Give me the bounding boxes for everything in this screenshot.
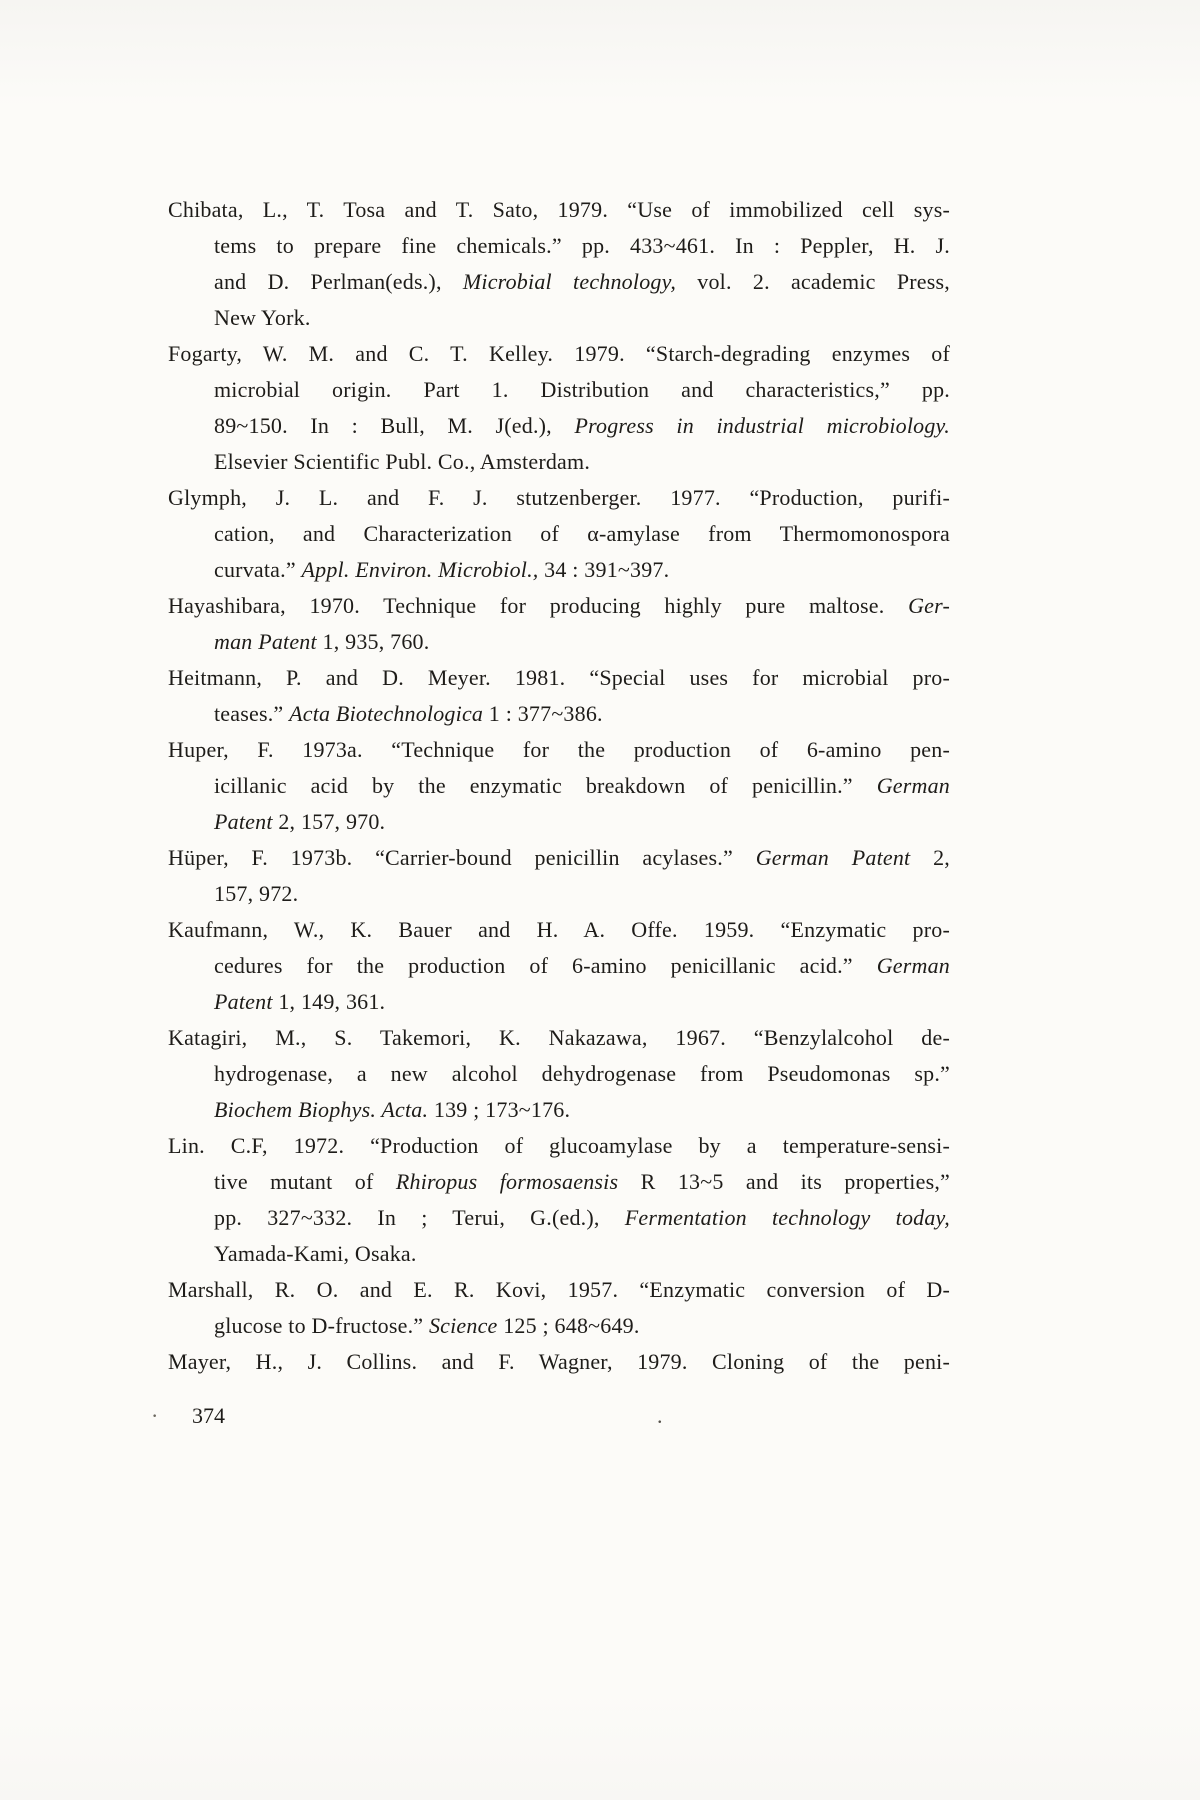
reference-text: Huper, F. 1973a. “Technique for the production of 6-amino pen- (168, 737, 950, 762)
reference-italic-text: Patent (214, 809, 273, 834)
reference-text: and D. Perlman(eds.), (214, 269, 463, 294)
reference-entry (168, 480, 950, 588)
reference-line (168, 588, 950, 624)
reference-text: 1, 149, 361. (272, 989, 386, 1014)
reference-entry (168, 192, 950, 336)
reference-line (168, 300, 950, 336)
reference-text: New York. (214, 305, 311, 330)
reference-italic-text: Fermentation technology today, (624, 1205, 951, 1230)
reference-line (168, 336, 950, 372)
reference-text: 2, 157, 970. (272, 809, 386, 834)
reference-line (168, 1092, 950, 1128)
reference-line (168, 1128, 950, 1164)
reference-line (168, 732, 950, 768)
reference-line (168, 1020, 950, 1056)
reference-line (168, 264, 950, 300)
reference-text: pp. 327~332. In ; Terui, G.(ed.), (214, 1205, 625, 1230)
reference-line (168, 192, 950, 228)
reference-line (168, 1056, 950, 1092)
reference-entry (168, 732, 950, 840)
reference-italic-text: German (876, 953, 950, 978)
reference-line (168, 480, 950, 516)
reference-line (168, 1272, 950, 1308)
reference-text: cedures for the production of 6-amino penicillanic acid.” (214, 953, 877, 978)
reference-text: Glymph, J. L. and F. J. stutzenberger. 1977. “Production, purifi- (168, 485, 950, 510)
reference-text: Yamada-Kami, Osaka. (214, 1241, 417, 1266)
reference-text: Hayashibara, 1970. Technique for producing highly pure maltose. (168, 593, 909, 618)
reference-list (168, 192, 950, 1380)
reference-text: Heitmann, P. and D. Meyer. 1981. “Special uses for microbial pro- (168, 665, 950, 690)
reference-line (168, 1344, 950, 1380)
reference-line (168, 768, 950, 804)
reference-line (168, 876, 950, 912)
reference-line (168, 408, 950, 444)
reference-entry (168, 588, 950, 660)
reference-line (168, 228, 950, 264)
reference-line (168, 624, 950, 660)
reference-line (168, 984, 950, 1020)
reference-text: 125 ; 648~649. (497, 1313, 640, 1338)
reference-line (168, 804, 950, 840)
reference-text: icillanic acid by the enzymatic breakdown of penicillin.” (214, 773, 877, 798)
reference-text: vol. 2. academic Press, (676, 269, 950, 294)
reference-text: 34 : 391~397. (538, 557, 670, 582)
reference-text: 139 ; 173~176. (428, 1097, 571, 1122)
reference-text: hydrogenase, a new alcohol dehydrogenase from Pseudomonas sp.” (214, 1061, 950, 1086)
reference-text: Hüper, F. 1973b. “Carrier-bound penicillin acylases.” (168, 845, 756, 870)
reference-entry (168, 336, 950, 480)
stray-mark-left: · (151, 1403, 159, 1428)
reference-text: Katagiri, M., S. Takemori, K. Nakazawa, 1967. “Benzylalcohol de- (168, 1025, 950, 1050)
reference-line (168, 696, 950, 732)
reference-italic-text: Progress in industrial microbiology. (574, 413, 950, 438)
reference-text: glucose to D-fructose.” (214, 1313, 429, 1338)
reference-text: microbial origin. Part 1. Distribution and characteristics,” pp. (214, 377, 950, 402)
page-footer (0, 1398, 1200, 1434)
reference-entry (168, 1020, 950, 1128)
reference-line (168, 1308, 950, 1344)
reference-entry (168, 1272, 950, 1344)
reference-line (168, 444, 950, 480)
reference-entry (168, 1128, 950, 1272)
reference-text: 2, (910, 845, 950, 870)
reference-text: Kaufmann, W., K. Bauer and H. A. Offe. 1959. “Enzymatic pro- (168, 917, 950, 942)
reference-line (168, 1164, 950, 1200)
reference-line (168, 912, 950, 948)
reference-text: 89~150. In : Bull, M. J(ed.), (214, 413, 575, 438)
reference-text: R 13~5 and its properties,” (618, 1169, 950, 1194)
reference-entry (168, 1344, 950, 1380)
reference-text: 1 : 377~386. (483, 701, 603, 726)
reference-line (168, 660, 950, 696)
reference-line (168, 372, 950, 408)
reference-entry (168, 840, 950, 912)
reference-italic-text: Microbial technology, (462, 269, 677, 294)
reference-italic-text: German (876, 773, 950, 798)
reference-text: cation, and Characterization of α-amylase from Thermomonospora (214, 521, 950, 546)
reference-italic-text: Biochem Biophys. Acta. (214, 1097, 429, 1122)
stray-mark-center: . (657, 1403, 663, 1428)
reference-italic-text: Rhiropus formosaensis (395, 1169, 619, 1194)
reference-text: teases.” (214, 701, 290, 726)
reference-line (168, 516, 950, 552)
reference-text: Mayer, H., J. Collins. and F. Wagner, 1979. Cloning of the peni- (168, 1349, 950, 1374)
reference-text: curvata.” (214, 557, 302, 582)
reference-line (168, 948, 950, 984)
reference-text: Marshall, R. O. and E. R. Kovi, 1957. “Enzymatic conversion of D- (168, 1277, 950, 1302)
reference-line (168, 552, 950, 588)
reference-line (168, 840, 950, 876)
reference-italic-text: Patent (214, 989, 273, 1014)
reference-entry (168, 912, 950, 1020)
reference-text: tems to prepare fine chemicals.” pp. 433~461. In : Peppler, H. J. (214, 233, 950, 258)
reference-text: Fogarty, W. M. and C. T. Kelley. 1979. “Starch-degrading enzymes of (168, 341, 950, 366)
reference-italic-text: Acta Biotechnologica (289, 701, 484, 726)
reference-text: tive mutant of (214, 1169, 396, 1194)
reference-italic-text: Appl. Environ. Microbiol., (301, 557, 539, 582)
reference-italic-text: Ger- (908, 593, 950, 618)
reference-text: Lin. C.F, 1972. “Production of glucoamylase by a temperature-sensi- (168, 1133, 950, 1158)
page-number: 374 (192, 1403, 225, 1428)
reference-italic-text: man Patent (214, 629, 317, 654)
reference-text: 1, 935, 760. (316, 629, 430, 654)
reference-text: 157, 972. (214, 881, 299, 906)
reference-line (168, 1236, 950, 1272)
reference-line (168, 1200, 950, 1236)
reference-italic-text: German Patent (755, 845, 911, 870)
reference-italic-text: Science (428, 1313, 498, 1338)
reference-entry (168, 660, 950, 732)
reference-text: Elsevier Scientific Publ. Co., Amsterdam. (214, 449, 591, 474)
reference-text: Chibata, L., T. Tosa and T. Sato, 1979. “Use of immobilized cell sys- (168, 197, 950, 222)
